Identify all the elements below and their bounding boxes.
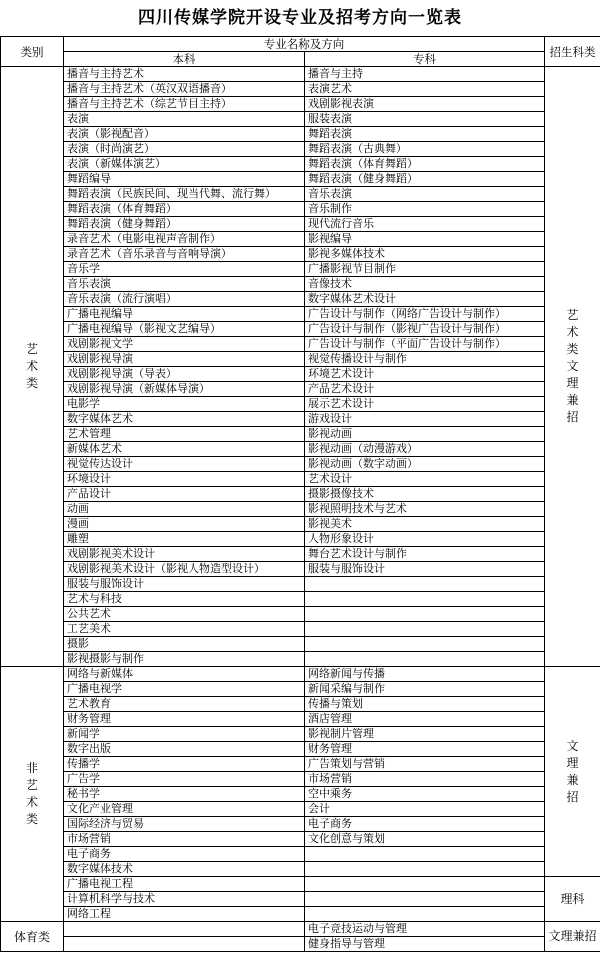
junior-cell: 舞蹈表演 (305, 127, 545, 142)
recruit-cell (545, 922, 600, 952)
table-row (1, 667, 600, 682)
table-row (1, 907, 600, 922)
undergrad-cell: 广告学 (64, 772, 305, 787)
recruit-label: 文理兼招 (548, 929, 597, 943)
table-row (1, 292, 600, 307)
category-label: 艺术类 (25, 342, 38, 390)
junior-cell: 现代流行音乐 (305, 217, 545, 232)
junior-cell: 表演艺术 (305, 82, 545, 97)
table-row (1, 97, 600, 112)
table-row (1, 607, 600, 622)
undergrad-cell: 表演（影视配音） (64, 127, 305, 142)
junior-cell: 摄影摄像技术 (305, 487, 545, 502)
junior-cell: 视觉传播设计与制作 (305, 352, 545, 367)
page-title: 四川传媒学院开设专业及招考方向一览表 (138, 8, 462, 28)
undergrad-cell: 服装与服饰设计 (64, 577, 305, 592)
undergrad-cell: 新媒体艺术 (64, 442, 305, 457)
undergrad-cell: 戏剧影视导演（导表） (64, 367, 305, 382)
undergrad-cell: 舞蹈表演（民族民间、现当代舞、流行舞） (64, 187, 305, 202)
table-row (1, 577, 600, 592)
junior-cell: 音乐制作 (305, 202, 545, 217)
undergrad-cell: 财务管理 (64, 712, 305, 727)
table-row (1, 127, 600, 142)
undergrad-cell: 艺术与科技 (64, 592, 305, 607)
junior-cell: 音乐表演 (305, 187, 545, 202)
table-row (1, 727, 600, 742)
category-cell (1, 922, 64, 952)
junior-cell: 文化创意与策划 (305, 832, 545, 847)
junior-cell: 音像技术 (305, 277, 545, 292)
undergrad-cell: 艺术教育 (64, 697, 305, 712)
undergrad-cell: 摄影 (64, 637, 305, 652)
junior-cell (305, 637, 545, 652)
undergrad-cell: 播音与主持艺术 (64, 67, 305, 82)
undergrad-cell: 电影学 (64, 397, 305, 412)
undergrad-cell: 表演（时尚演艺） (64, 142, 305, 157)
table-row (1, 532, 600, 547)
junior-cell: 影视动画（动漫游戏） (305, 442, 545, 457)
undergrad-cell: 传播学 (64, 757, 305, 772)
table-row (1, 307, 600, 322)
junior-cell: 影视美术 (305, 517, 545, 532)
junior-cell: 人物形象设计 (305, 532, 545, 547)
table-row (1, 877, 600, 892)
undergrad-cell: 播音与主持艺术（综艺节目主持） (64, 97, 305, 112)
table-row (1, 82, 600, 97)
junior-cell (305, 607, 545, 622)
junior-cell: 酒店管理 (305, 712, 545, 727)
table-row (1, 697, 600, 712)
category-header: 类别 (1, 37, 64, 67)
major-name-header: 专业名称及方向 (64, 37, 545, 52)
junior-cell (305, 862, 545, 877)
table-row (1, 862, 600, 877)
undergrad-cell: 戏剧影视美术设计 (64, 547, 305, 562)
table-row (1, 802, 600, 817)
table-row (1, 772, 600, 787)
junior-cell: 传播与策划 (305, 697, 545, 712)
recruit-label-science: 理科 (560, 891, 585, 906)
table-row (1, 382, 600, 397)
undergrad-cell: 戏剧影视导演（新媒体导演） (64, 382, 305, 397)
junior-cell (305, 652, 545, 667)
recruit-cell (545, 667, 600, 877)
junior-cell: 影视照明技术与艺术 (305, 502, 545, 517)
junior-cell: 影视动画 (305, 427, 545, 442)
undergrad-cell: 广播电视工程 (64, 877, 305, 892)
junior-cell: 网络新闻与传播 (305, 667, 545, 682)
table-row (1, 517, 600, 532)
table-row (1, 937, 600, 952)
table-row (1, 757, 600, 772)
undergrad-cell: 舞蹈编导 (64, 172, 305, 187)
table-row (1, 202, 600, 217)
table-row (1, 412, 600, 427)
undergrad-cell (64, 922, 305, 937)
junior-cell: 舞蹈表演（体育舞蹈） (305, 157, 545, 172)
undergrad-cell: 音乐表演 (64, 277, 305, 292)
junior-cell: 广播影视节目制作 (305, 262, 545, 277)
junior-cell: 影视编导 (305, 232, 545, 247)
category-cell (1, 667, 64, 922)
junior-cell: 新闻采编与制作 (305, 682, 545, 697)
recruit-label: 艺术类文理兼招 (566, 308, 579, 424)
table-row (1, 157, 600, 172)
junior-cell: 环境艺术设计 (305, 367, 545, 382)
junior-cell: 广告设计与制作（网络广告设计与制作） (305, 307, 545, 322)
undergrad-cell: 表演 (64, 112, 305, 127)
table-row (1, 742, 600, 757)
junior-cell: 广告策划与营销 (305, 757, 545, 772)
recruit-header: 招生科类 (545, 37, 600, 67)
table-row (1, 442, 600, 457)
header-row-1 (1, 37, 600, 52)
undergrad-cell: 戏剧影视导演 (64, 352, 305, 367)
junior-cell: 播音与主持 (305, 67, 545, 82)
junior-cell (305, 622, 545, 637)
undergrad-cell: 国际经济与贸易 (64, 817, 305, 832)
category-label: 非艺术类 (25, 761, 38, 826)
recruit-cell (545, 67, 600, 667)
recruit-label: 文理兼招 (566, 738, 579, 804)
table-row (1, 622, 600, 637)
undergrad-cell: 产品设计 (64, 487, 305, 502)
table-row (1, 847, 600, 862)
table-row (1, 832, 600, 847)
undergrad-cell: 音乐学 (64, 262, 305, 277)
undergrad-cell: 广播电视学 (64, 682, 305, 697)
junior-cell: 服装与服饰设计 (305, 562, 545, 577)
junior-cell (305, 577, 545, 592)
table-row (1, 892, 600, 907)
junior-cell: 广告设计与制作（影视广告设计与制作） (305, 322, 545, 337)
table-row (1, 922, 600, 937)
undergrad-cell: 环境设计 (64, 472, 305, 487)
junior-cell: 电子竞技运动与管理 (305, 922, 545, 937)
table-row (1, 487, 600, 502)
majors-table (0, 36, 600, 952)
table-row (1, 367, 600, 382)
undergrad-cell: 工艺美术 (64, 622, 305, 637)
junior-cell: 电子商务 (305, 817, 545, 832)
undergrad-header: 本科 (64, 52, 305, 67)
table-row (1, 502, 600, 517)
undergrad-cell: 播音与主持艺术（英汉双语播音） (64, 82, 305, 97)
table-row (1, 277, 600, 292)
table-row (1, 427, 600, 442)
table-row (1, 337, 600, 352)
undergrad-cell: 漫画 (64, 517, 305, 532)
table-row (1, 352, 600, 367)
undergrad-cell: 舞蹈表演（健身舞蹈） (64, 217, 305, 232)
undergrad-cell: 录音艺术（音乐录音与音响导演） (64, 247, 305, 262)
table-row (1, 637, 600, 652)
junior-cell: 舞蹈表演（健身舞蹈） (305, 172, 545, 187)
undergrad-cell: 秘书学 (64, 787, 305, 802)
undergrad-cell: 网络工程 (64, 907, 305, 922)
junior-cell (305, 592, 545, 607)
undergrad-cell: 广播电视编导 (64, 307, 305, 322)
undergrad-cell: 市场营销 (64, 832, 305, 847)
junior-cell (305, 877, 545, 892)
undergrad-cell: 影视摄影与制作 (64, 652, 305, 667)
junior-cell: 广告设计与制作（平面广告设计与制作） (305, 337, 545, 352)
recruit-cell-science (545, 877, 600, 922)
undergrad-cell: 艺术管理 (64, 427, 305, 442)
table-row (1, 652, 600, 667)
junior-cell: 舞蹈表演（古典舞） (305, 142, 545, 157)
undergrad-cell: 电子商务 (64, 847, 305, 862)
undergrad-cell: 录音艺术（电影电视声音制作） (64, 232, 305, 247)
junior-cell: 产品艺术设计 (305, 382, 545, 397)
junior-cell: 戏剧影视表演 (305, 97, 545, 112)
header-row-2 (1, 52, 600, 67)
undergrad-cell: 广播电视编导（影视文艺编导） (64, 322, 305, 337)
undergrad-cell: 动画 (64, 502, 305, 517)
table-row (1, 112, 600, 127)
junior-cell (305, 907, 545, 922)
junior-cell: 市场营销 (305, 772, 545, 787)
junior-cell: 影视多媒体技术 (305, 247, 545, 262)
table-row (1, 472, 600, 487)
junior-cell: 数字媒体艺术设计 (305, 292, 545, 307)
junior-cell: 影视动画（数字动画） (305, 457, 545, 472)
table-row (1, 262, 600, 277)
junior-header: 专科 (305, 52, 545, 67)
category-cell (1, 67, 64, 667)
undergrad-cell: 视觉传达设计 (64, 457, 305, 472)
junior-cell: 会计 (305, 802, 545, 817)
undergrad-cell: 音乐表演（流行演唱） (64, 292, 305, 307)
category-label: 体育类 (13, 929, 50, 944)
table-row (1, 397, 600, 412)
table-row (1, 172, 600, 187)
table-row (1, 712, 600, 727)
undergrad-cell: 戏剧影视文学 (64, 337, 305, 352)
undergrad-cell: 戏剧影视美术设计（影视人物造型设计） (64, 562, 305, 577)
table-row (1, 592, 600, 607)
undergrad-cell: 计算机科学与技术 (64, 892, 305, 907)
undergrad-cell: 公共艺术 (64, 607, 305, 622)
table-row (1, 142, 600, 157)
junior-cell (305, 847, 545, 862)
junior-cell: 财务管理 (305, 742, 545, 757)
table-row (1, 232, 600, 247)
table-row (1, 817, 600, 832)
table-row (1, 682, 600, 697)
junior-cell: 影视制片管理 (305, 727, 545, 742)
table-row (1, 322, 600, 337)
table-row (1, 562, 600, 577)
junior-cell (305, 892, 545, 907)
undergrad-cell: 表演（新媒体演艺） (64, 157, 305, 172)
junior-cell: 服装表演 (305, 112, 545, 127)
table-row (1, 547, 600, 562)
undergrad-cell: 舞蹈表演（体育舞蹈） (64, 202, 305, 217)
undergrad-cell: 文化产业管理 (64, 802, 305, 817)
undergrad-cell: 数字媒体技术 (64, 862, 305, 877)
undergrad-cell: 网络与新媒体 (64, 667, 305, 682)
undergrad-cell (64, 937, 305, 952)
undergrad-cell: 新闻学 (64, 727, 305, 742)
table-row (1, 187, 600, 202)
junior-cell: 空中乘务 (305, 787, 545, 802)
undergrad-cell: 雕塑 (64, 532, 305, 547)
junior-cell: 舞台艺术设计与制作 (305, 547, 545, 562)
junior-cell: 艺术设计 (305, 472, 545, 487)
table-row (1, 67, 600, 82)
table-row (1, 247, 600, 262)
junior-cell: 健身指导与管理 (305, 937, 545, 952)
table-row (1, 457, 600, 472)
junior-cell: 游戏设计 (305, 412, 545, 427)
table-row (1, 787, 600, 802)
undergrad-cell: 数字媒体艺术 (64, 412, 305, 427)
table-row (1, 217, 600, 232)
junior-cell: 展示艺术设计 (305, 397, 545, 412)
undergrad-cell: 数字出版 (64, 742, 305, 757)
